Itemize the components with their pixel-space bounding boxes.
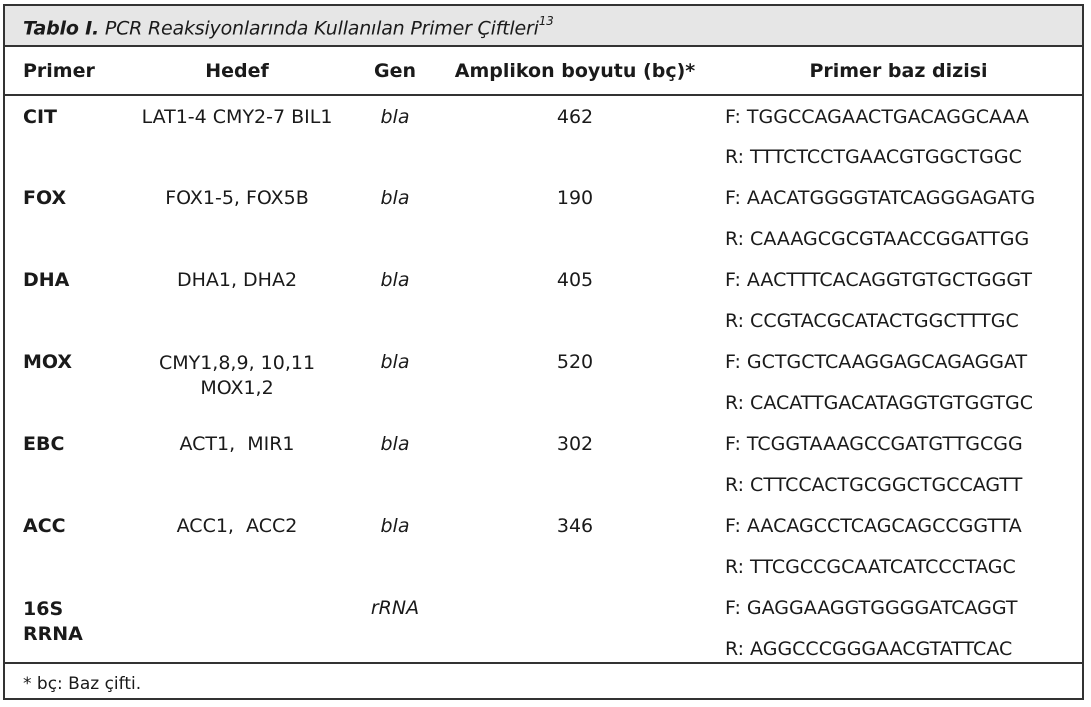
table-row (5, 136, 1082, 177)
cell-primer-line2: RRNA (23, 623, 83, 645)
header-gen: Gen (355, 47, 435, 95)
table-row (5, 546, 1082, 587)
cell-forward: F: AACAGCCTCAGCAGCCGGTTA (725, 515, 1022, 537)
cell-reverse: R: TTTCTCCTGAACGTGGCTGGC (725, 146, 1022, 168)
table-title-label: Tablo I. (23, 17, 99, 40)
table-row (5, 177, 1082, 218)
cell-gen: bla (380, 269, 410, 291)
cell-reverse: R: TTCGCCGCAATCATCCCTAGC (725, 556, 1016, 578)
footnote-divider (5, 662, 1082, 664)
cell-hedef: ACC1, ACC2 (176, 515, 298, 537)
cell-primer: CIT (23, 106, 57, 128)
cell-primer: DHA (23, 269, 70, 291)
cell-primer: EBC (23, 433, 65, 455)
header-amplikon: Amplikon boyutu (bç)* (435, 47, 715, 95)
cell-primer-line1: 16S (23, 598, 64, 620)
cell-amplikon: 520 (556, 351, 594, 373)
cell-gen: bla (380, 515, 410, 537)
cell-reverse: R: CACATTGACATAGGTGTGGTGC (725, 392, 1034, 414)
cell-amplikon: 302 (556, 433, 594, 455)
cell-forward: F: AACTTTCACAGGTGTGCTGGGT (725, 269, 1032, 291)
cell-hedef-line2: MOX1,2 (200, 377, 274, 399)
table-row (5, 587, 1082, 628)
cell-hedef: ACT1, MIR1 (179, 433, 295, 455)
cell-reverse: R: CTTCCACTGCGGCTGCCAGTT (725, 474, 1023, 496)
table-title-ref: 13 (538, 14, 554, 28)
table-row (5, 423, 1082, 464)
table-row (5, 505, 1082, 546)
primer-table (5, 47, 1082, 669)
table-title (5, 6, 1082, 47)
cell-amplikon: 462 (556, 106, 594, 128)
cell-amplikon: 190 (556, 187, 594, 209)
table-row (5, 464, 1082, 505)
cell-primer: FOX (23, 187, 67, 209)
cell-gen: rRNA (370, 597, 420, 619)
table-row (5, 95, 1082, 136)
cell-forward: F: GCTGCTCAAGGAGCAGAGGAT (725, 351, 1028, 373)
cell-gen: bla (380, 351, 410, 373)
table-row (5, 218, 1082, 259)
cell-reverse: R: AGGCCCGGGAACGTATTCAC (725, 638, 1013, 660)
cell-hedef: FOX1-5, FOX5B (165, 187, 309, 209)
cell-hedef (119, 587, 355, 628)
cell-hedef: LAT1-4 CMY2-7 BIL1 (141, 106, 333, 128)
cell-hedef: DHA1, DHA2 (176, 269, 298, 291)
table-footnote: * bç: Baz çifti. (23, 674, 142, 694)
cell-forward: F: AACATGGGGTATCAGGGAGATG (725, 187, 1036, 209)
cell-hedef-line1: CMY1,8,9, 10,11 (158, 352, 316, 374)
cell-gen: bla (380, 106, 410, 128)
cell-amplikon: 346 (556, 515, 594, 537)
header-sequence: Primer baz dizisi (715, 47, 1082, 95)
cell-amplikon: 405 (556, 269, 594, 291)
cell-gen: bla (380, 433, 410, 455)
table-row (5, 341, 1082, 382)
header-primer: Primer (5, 47, 119, 95)
table-row (5, 300, 1082, 341)
header-hedef: Hedef (119, 47, 355, 95)
table-row (5, 259, 1082, 300)
cell-reverse: R: CAAAGCGCGTAACCGGATTGG (725, 228, 1030, 250)
cell-forward: F: GAGGAAGGTGGGGATCAGGT (725, 597, 1018, 619)
cell-reverse: R: CCGTACGCATACTGGCTTTGC (725, 310, 1019, 332)
cell-primer: MOX (23, 351, 73, 373)
header-row (5, 47, 1082, 95)
cell-gen: bla (380, 187, 410, 209)
table-frame (3, 4, 1084, 700)
cell-primer: ACC (23, 515, 66, 537)
cell-forward: F: TGGCCAGAACTGACAGGCAAA (725, 106, 1030, 128)
cell-hedef (119, 341, 355, 423)
table-title-text: PCR Reaksiyonlarında Kullanılan Primer Çiftleri (99, 17, 539, 40)
cell-primer (5, 587, 119, 669)
cell-amplikon (435, 587, 715, 628)
cell-forward: F: TCGGTAAAGCCGATGTTGCGG (725, 433, 1023, 455)
